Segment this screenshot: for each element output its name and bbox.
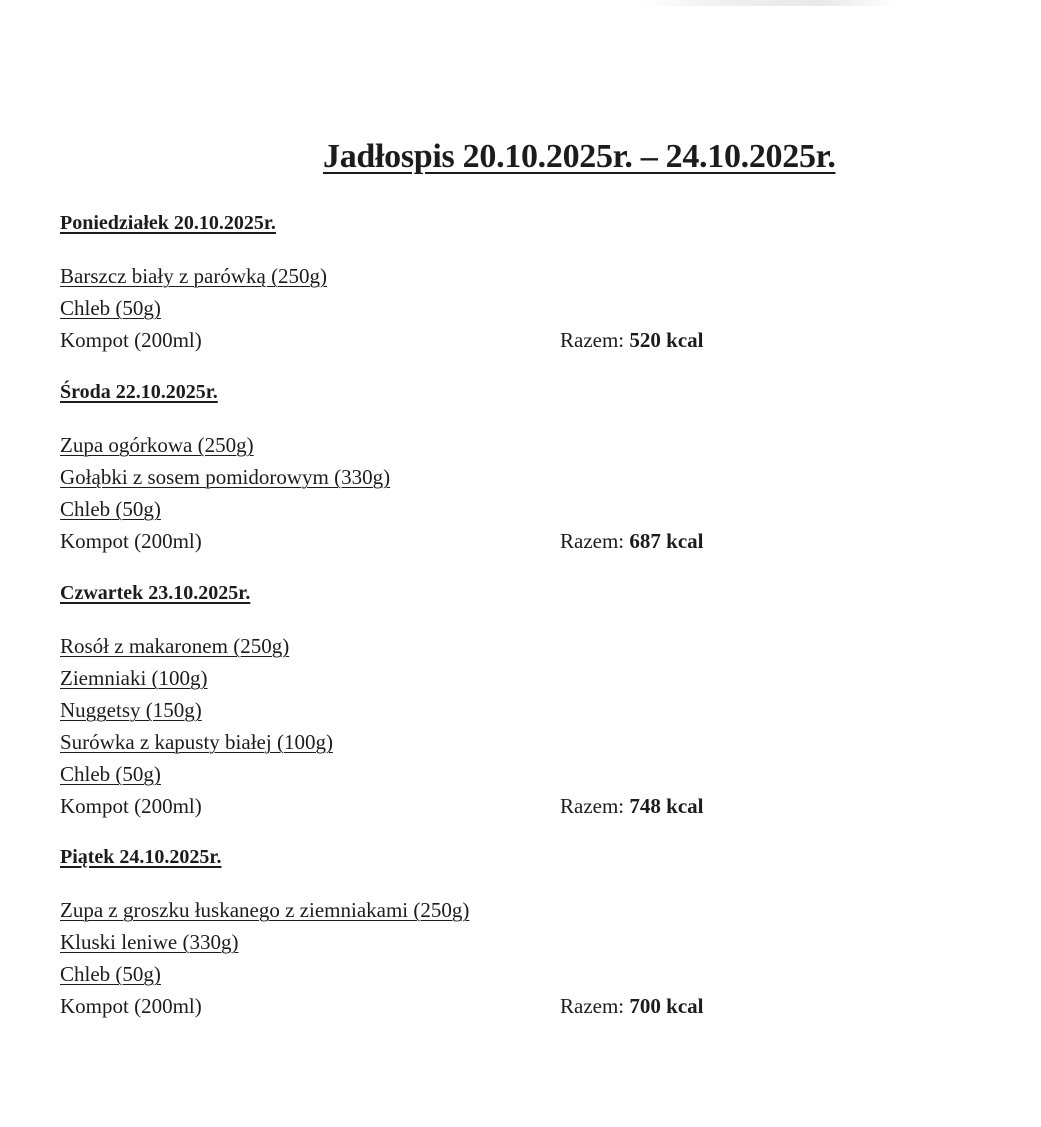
meal-item-last <box>60 324 760 356</box>
total-kcal: 687 kcal <box>629 529 704 553</box>
day-heading-wednesday: Środa 22.10.2025r. <box>60 381 218 403</box>
meal-item-label: Kompot (200ml) <box>60 794 202 818</box>
daily-total-wednesday <box>560 525 703 557</box>
meal-list-monday <box>60 260 760 356</box>
meal-list-friday <box>60 894 760 1022</box>
meal-item: Chleb (50g) <box>60 296 161 320</box>
day-heading-monday: Poniedziałek 20.10.2025r. <box>60 212 276 234</box>
scan-artifact <box>640 0 900 6</box>
meal-item-label: Kompot (200ml) <box>60 994 202 1018</box>
meal-item: Nuggetsy (150g) <box>60 698 202 722</box>
meal-item: Zupa ogórkowa (250g) <box>60 433 254 457</box>
total-label: Razem: <box>560 328 625 352</box>
meal-item: Barszcz biały z parówką (250g) <box>60 264 328 288</box>
day-thursday <box>60 582 760 822</box>
day-heading-friday: Piątek 24.10.2025r. <box>60 846 222 868</box>
total-kcal: 700 kcal <box>629 994 704 1018</box>
total-label: Razem: <box>560 794 625 818</box>
daily-total-thursday <box>560 790 703 822</box>
meal-item: Gołąbki z sosem pomidorowym (330g) <box>60 465 391 489</box>
meal-item-label: Kompot (200ml) <box>60 529 202 553</box>
meal-item: Rosół z makaronem (250g) <box>60 634 290 658</box>
daily-total-friday <box>560 990 703 1022</box>
meal-item: Chleb (50g) <box>60 762 161 786</box>
meal-item: Chleb (50g) <box>60 962 161 986</box>
daily-total-monday <box>560 324 703 356</box>
meal-list-thursday <box>60 630 760 822</box>
meal-item: Ziemniaki (100g) <box>60 666 208 690</box>
meal-item: Chleb (50g) <box>60 497 161 521</box>
meal-item-last <box>60 790 760 822</box>
meal-item: Zupa z groszku łuskanego z ziemniakami (250g) <box>60 898 470 922</box>
menu-title: Jadłospis 20.10.2025r. – 24.10.2025r. <box>323 138 836 175</box>
meal-item-last <box>60 990 760 1022</box>
total-label: Razem: <box>560 994 625 1018</box>
day-wednesday <box>60 381 760 557</box>
total-kcal: 520 kcal <box>629 328 704 352</box>
meal-item: Surówka z kapusty białej (100g) <box>60 730 333 754</box>
meal-list-wednesday <box>60 429 760 557</box>
meal-item: Kluski leniwe (330g) <box>60 930 239 954</box>
total-label: Razem: <box>560 529 625 553</box>
day-heading-thursday: Czwartek 23.10.2025r. <box>60 582 251 604</box>
meal-item-label: Kompot (200ml) <box>60 328 202 352</box>
total-kcal: 748 kcal <box>629 794 704 818</box>
day-monday <box>60 212 760 356</box>
meal-item-last <box>60 525 760 557</box>
day-friday <box>60 846 760 1022</box>
